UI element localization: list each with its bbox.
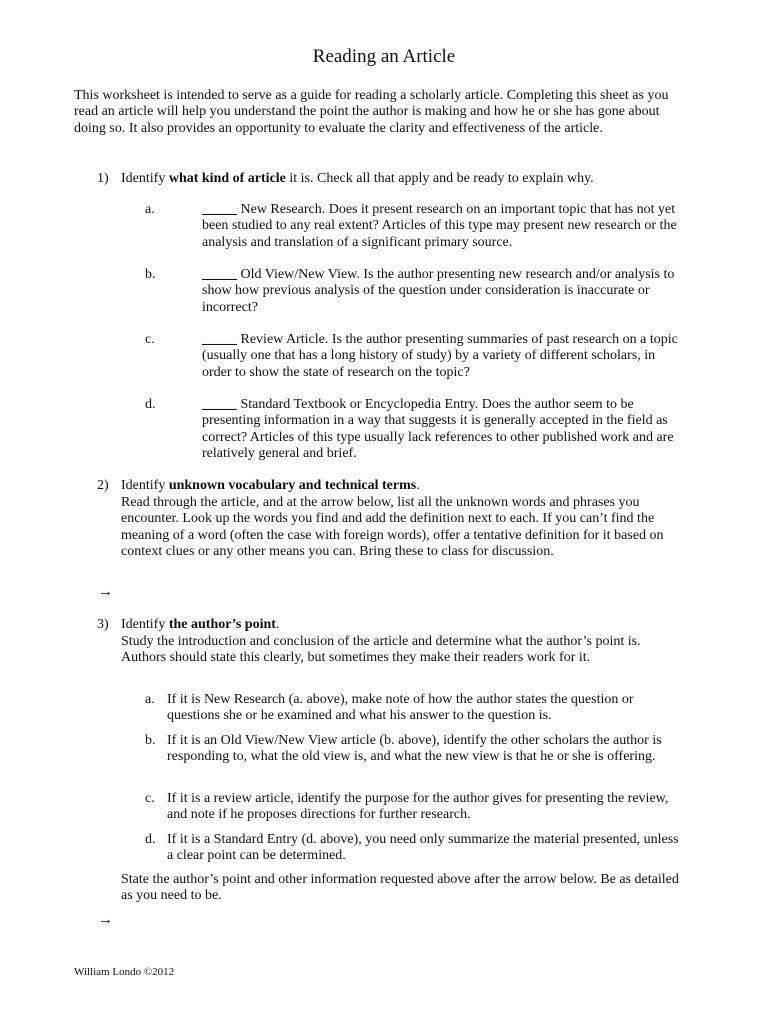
item-1-heading	[121, 171, 681, 187]
option-b	[202, 267, 682, 316]
item-2-heading-bold: unknown vocabulary and technical terms	[168, 478, 417, 493]
footer-copyright: William Londo ©2012	[74, 966, 175, 978]
option-b-text: Old View/New View. Is the author presenting new research and/or analysis to show how previous analysis of the question under consideration is inaccurate or incorrect?	[202, 267, 675, 315]
item-3-heading-pre: Identify	[121, 617, 169, 632]
item-2-heading-post: .	[416, 478, 420, 493]
subitem-c-letter: c.	[145, 791, 155, 806]
subitem-a-text: If it is New Research (a. above), make note of how the author states the question or questions she or he examined and what his answer to the question is.	[167, 692, 634, 724]
option-d-blank[interactable]: _____	[202, 397, 237, 412]
option-a-letter: a.	[145, 202, 155, 217]
option-d	[202, 397, 682, 463]
option-b-letter: b.	[145, 267, 156, 282]
subitem-a-letter: a.	[145, 692, 155, 707]
item-2-heading-pre: Identify	[121, 478, 169, 493]
item-1-heading-post: it is. Check all that apply and be ready to explain why.	[285, 171, 594, 186]
option-d-text: Standard Textbook or Encyclopedia Entry. Does the author seem to be presenting information in a way that suggests it is generally accepted in the field as correct? Articles of this type usually lack references to other published work and are relatively general and brief.	[202, 397, 674, 462]
item-1-heading-bold: what kind of article	[168, 171, 286, 186]
item-3-closing: State the author’s point and other information requested above after the arrow below. Be as detailed as you need to be.	[121, 872, 679, 904]
subitem-d-text: If it is a Standard Entry (d. above), you need only summarize the material presented, unless a clear point can be determined.	[167, 832, 679, 864]
item-2-heading	[121, 478, 681, 494]
item-1-heading-pre: Identify	[121, 171, 169, 186]
option-c-letter: c.	[145, 332, 155, 347]
option-a-blank[interactable]: _____	[202, 202, 237, 217]
option-c	[202, 332, 682, 381]
item-3-heading	[121, 617, 681, 633]
subitem-b-letter: b.	[145, 733, 156, 748]
item-2-arrow-icon: →	[98, 584, 113, 600]
item-3-arrow-icon: →	[98, 912, 113, 928]
option-a-text: New Research. Does it present research on an important topic that has not yet been studied to any real extent? Articles of this type may present new research or the analysis and translation of a significant primary source.	[202, 202, 677, 250]
item-3-body: Study the introduction and conclusion of the article and determine what the author’s point is. Authors should state this clearly, but sometimes they make their readers work for it.	[121, 634, 641, 666]
option-d-letter: d.	[145, 397, 156, 412]
option-b-blank[interactable]: _____	[202, 267, 237, 282]
intro-paragraph: This worksheet is intended to serve as a guide for reading a scholarly article. Completing this sheet as you read an article will help you understand the point the author is making and how he or she has gone about doing so. It also provides an opportunity to evaluate the clarity and effectiveness of the article.	[74, 88, 669, 136]
option-a	[202, 202, 682, 251]
item-3-heading-bold: the author’s point	[168, 617, 276, 632]
subitem-d-letter: d.	[145, 832, 156, 847]
subitem-c-text: If it is a review article, identify the purpose for the author gives for presenting the review, and note if he proposes directions for further research.	[167, 791, 669, 823]
page-title: Reading an Article	[312, 46, 456, 67]
item-1-number: 1)	[97, 171, 109, 186]
item-2-number: 2)	[97, 478, 109, 493]
subitem-b-text: If it is an Old View/New View article (b. above), identify the other scholars the author is responding to, what the old view is, and what the new view is that he or she is offering.	[167, 733, 662, 765]
option-c-blank[interactable]: _____	[202, 332, 237, 347]
item-2-body: Read through the article, and at the arrow below, list all the unknown words and phrases you encounter. Look up the words you find and add the definition next to each. If you can’t find the meaning of a word (often the case with foreign words), offer a tentative definition for it based on context clues or any other means you can. Bring these to class for discussion.	[121, 495, 664, 560]
option-c-text: Review Article. Is the author presenting summaries of past research on a topic (usually one that has a long history of study) by a variety of different scholars, in order to show the state of research on the topic?	[202, 332, 678, 380]
item-3-number: 3)	[97, 617, 109, 632]
item-3-heading-post: .	[275, 617, 280, 632]
